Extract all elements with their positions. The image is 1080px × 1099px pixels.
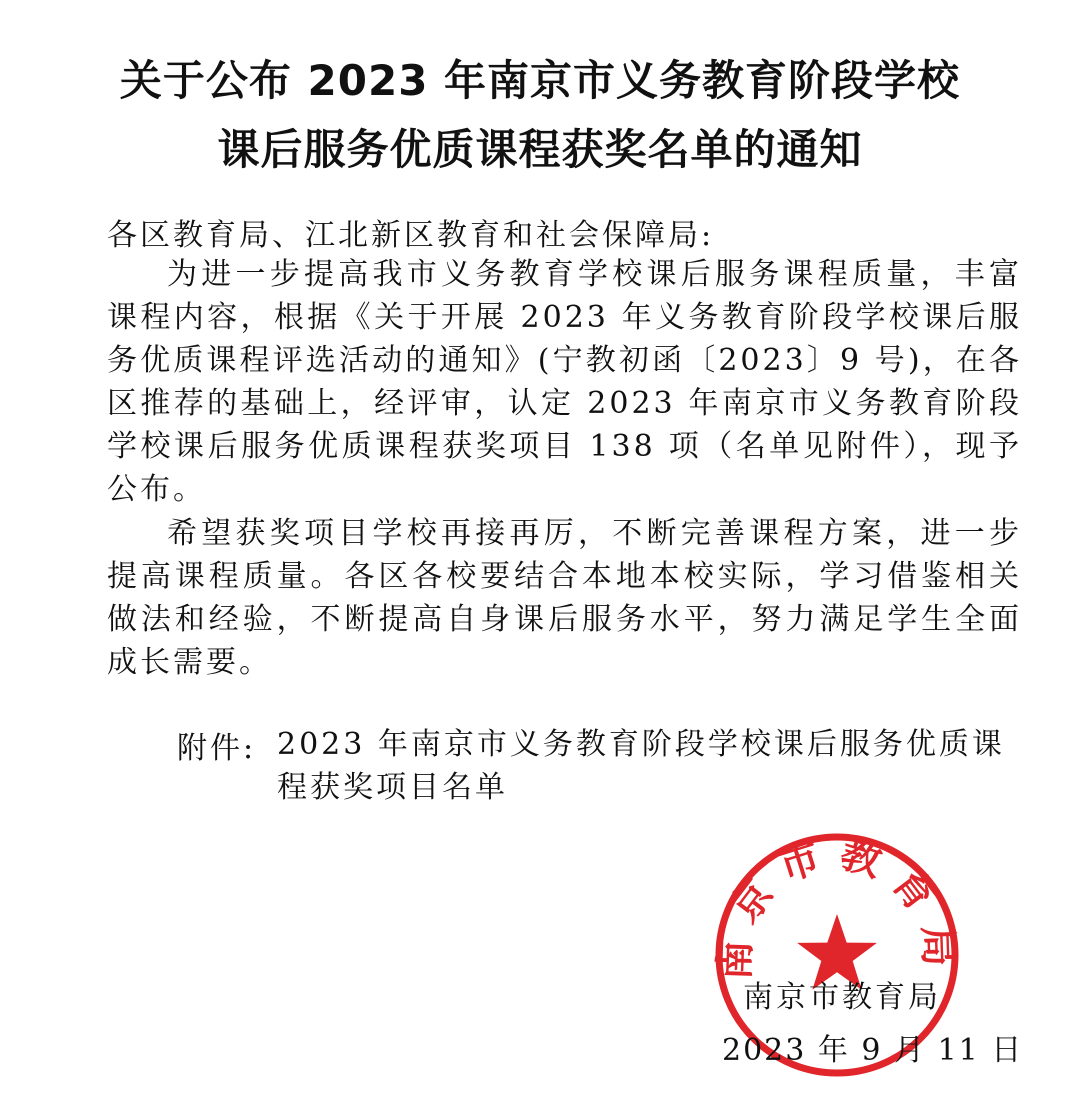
seal-text: 南京市教育局 — [712, 830, 962, 982]
issuer-name: 南京市教育局 — [743, 980, 941, 1015]
salutation: 各区教育局、江北新区教育和社会保障局: — [107, 218, 715, 253]
paragraph-2: 希望获奖项目学校再接再厉，不断完善课程方案，进一步提高课程质量。各区各校要结合本地本校实际，学习借鉴相关做法和经验，不断提高自身课后服务水平，努力满足学生全面成长需要。 — [107, 516, 1022, 680]
attachment-title: 2023 年南京市义务教育阶段学校课后服务优质课程获奖项目名单 — [277, 727, 1005, 805]
attachment-label: 附件: — [177, 731, 257, 766]
document-title-line-1: 关于公布 2023 年南京市义务教育阶段学校 — [119, 56, 961, 105]
paragraph-1: 为进一步提高我市义务教育学校课后服务课程质量，丰富课程内容，根据《关于开展 2023 年义务教育阶段学校课后服务优质课程评选活动的通知》(宁教初函〔2023〕9 号)，在各区推荐的基础上，经评审，认定 2023 年南京市义务教育阶段学校课后服务优质课程获奖项目 138 项（名单见附件），现予公布。 — [107, 257, 1022, 507]
issue-date: 2023 年 9 月 11 日 — [722, 1033, 1024, 1068]
document-title-line-2: 课后服务优质课程获奖名单的通知 — [217, 125, 863, 174]
